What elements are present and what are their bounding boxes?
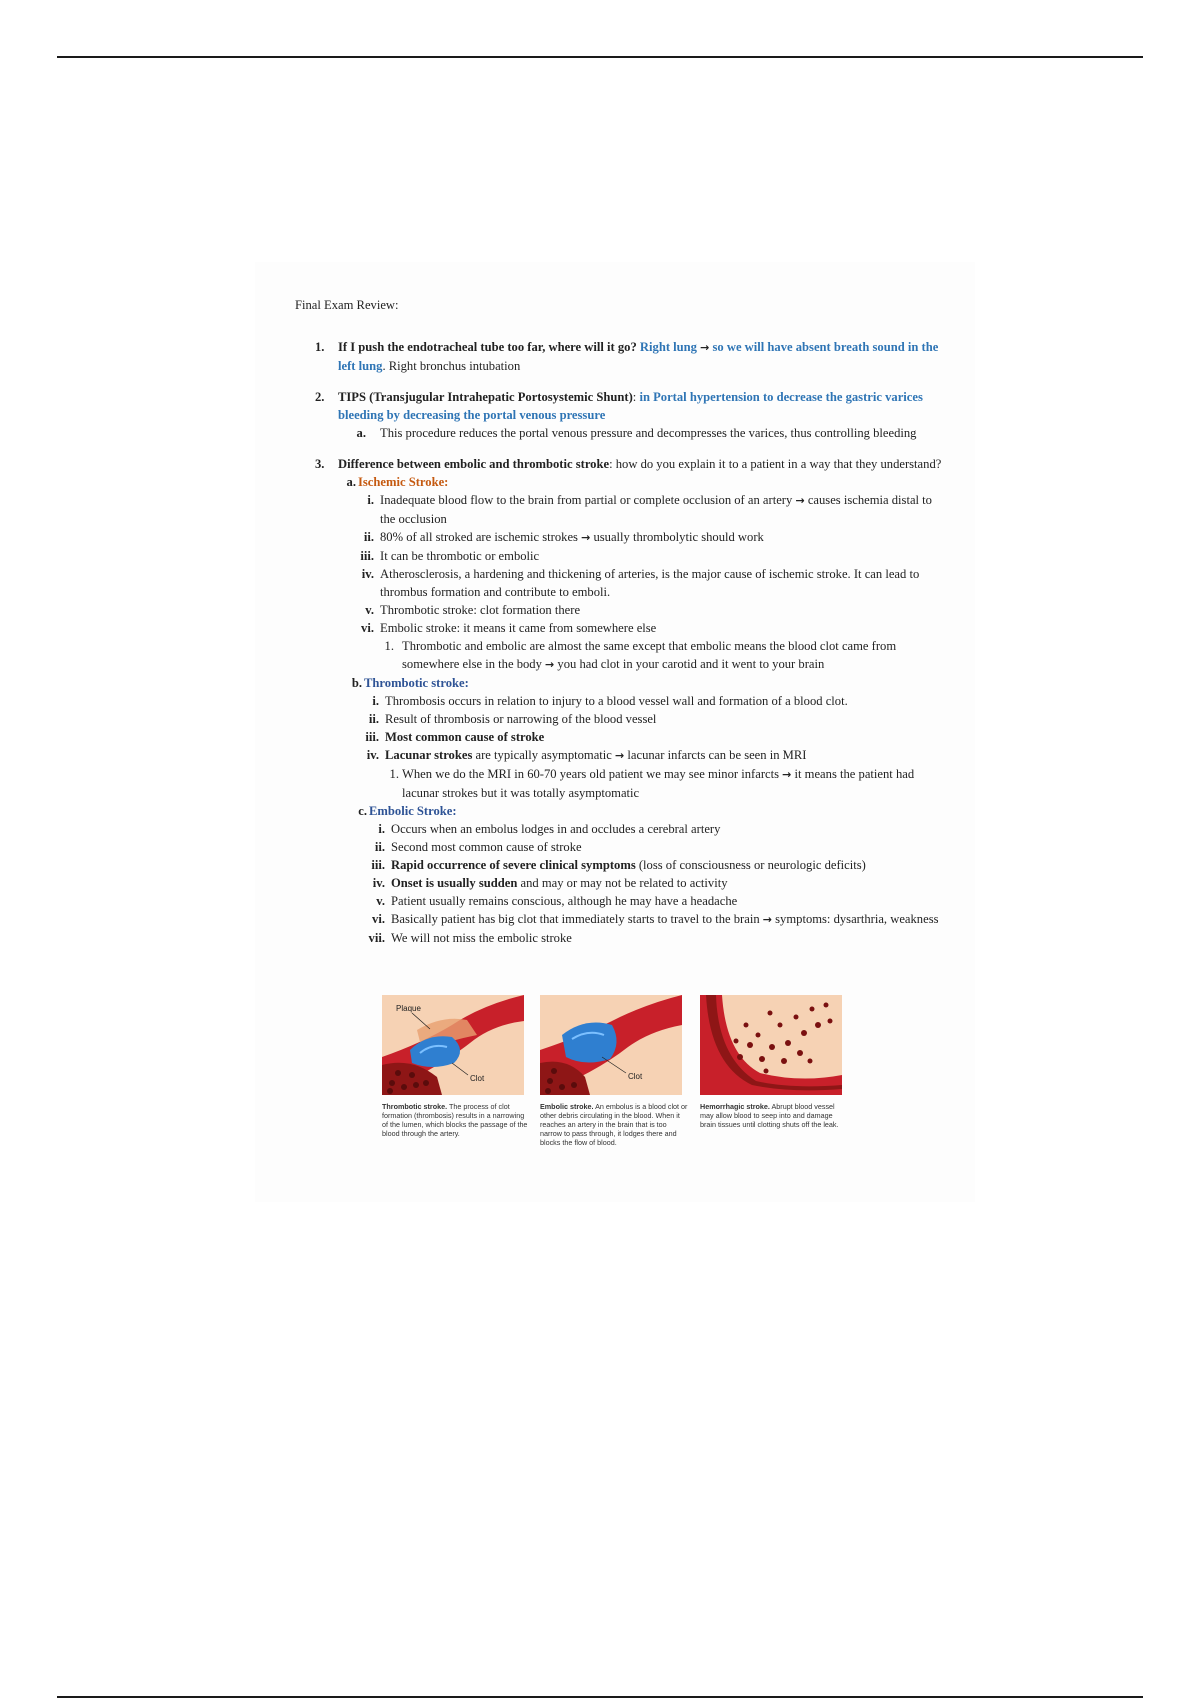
list-item: v. Thrombotic stroke: clot formation there: [365, 603, 581, 617]
list-item: iv. Onset is usually sudden and may or may not be related to activity: [372, 876, 728, 890]
list-item: iii. Most common cause of stroke: [365, 730, 545, 744]
q1-answer-highlight-2: so we will have absent breath sound in the left lung: [338, 340, 939, 373]
embolic-stroke-illustration: [540, 995, 682, 1095]
stroke-illustrations: [382, 995, 862, 1095]
doc-title: Final Exam Review:: [295, 298, 399, 312]
ischemic-label: a.: [346, 475, 356, 489]
q2-sub-a-label: a.: [356, 426, 366, 440]
hemorrhagic-caption: Hemorrhagic stroke. Abrupt blood vessel may allow blood to seep into and damage brain tissues until clotting shuts off the leak.: [700, 1102, 839, 1129]
q1-answer-rest: . Right bronchus intubation: [382, 359, 521, 373]
thrombotic-title: Thrombotic stroke:: [364, 676, 469, 690]
arrow-icon: →: [581, 531, 591, 544]
list-subitem: 1. When we do the MRI in 60-70 years old patient we may see minor infarcts → it means the patient had lacunar strokes but it was totally asymptomatic: [389, 767, 915, 800]
arrow-icon: →: [700, 341, 710, 354]
q2-colon: :: [632, 390, 637, 404]
q3-number: 3.: [315, 457, 325, 471]
thrombotic-caption: Thrombotic stroke. The process of clot formation (thrombosis) results in a narrowing of the lumen, which blocks the passage of the blood through the artery.: [382, 1102, 528, 1138]
list-item: vii. We will not miss the embolic stroke: [368, 931, 572, 945]
embolic-caption: Embolic stroke. An embolus is a blood clot or other debris circulating in the blood. When it reaches an artery in the brain that is too narrow to pass through, it lodges there and blocks the flow of blood.: [540, 1102, 688, 1147]
footer-rule: [57, 1696, 1143, 1698]
q1-question: If I push the endotracheal tube too far, where will it go?: [338, 340, 637, 354]
thrombotic-list: [338, 692, 945, 802]
list-item: i. Thrombosis occurs in relation to injury to a blood vessel wall and formation of a blood clot.: [372, 694, 848, 708]
list-item: ii. Second most common cause of stroke: [374, 840, 582, 854]
question-3: [295, 455, 945, 947]
arrow-icon: →: [545, 658, 555, 671]
thrombotic-section: [338, 674, 945, 692]
list-item: i. Occurs when an embolus lodges in and occludes a cerebral artery: [378, 822, 721, 836]
document-body: [295, 296, 945, 960]
list-item: iii. It can be thrombotic or embolic: [360, 549, 540, 563]
q2-question: TIPS (Transjugular Intrahepatic Portosystemic Shunt): [338, 390, 633, 404]
list-item: i. Inadequate blood flow to the brain from partial or complete occlusion of an artery → causes ischemia distal to the occlusion: [367, 493, 932, 526]
list-item: vi. Embolic stroke: it means it came from somewhere else: [361, 621, 657, 635]
list-item: ii. Result of thrombosis or narrowing of the blood vessel: [368, 712, 657, 726]
list-item: iii. Rapid occurrence of severe clinical symptoms (loss of consciousness or neurologic deficits): [371, 858, 866, 872]
q2-sub-a-text: This procedure reduces the portal venous pressure and decompresses the varices, thus controlling bleeding: [380, 426, 917, 440]
q2-number: 2.: [315, 390, 325, 404]
plaque-label: Plaque: [396, 1004, 421, 1013]
clot-label: Clot: [628, 1072, 643, 1081]
question-2: [295, 388, 945, 442]
embolic-title: Embolic Stroke:: [369, 804, 457, 818]
ischemic-section: [338, 473, 945, 491]
thrombotic-label: b.: [351, 676, 362, 690]
arrow-icon: →: [782, 768, 792, 781]
clot-label: Clot: [470, 1074, 485, 1083]
list-item: v. Patient usually remains conscious, although he may have a headache: [376, 894, 738, 908]
embolic-list: [338, 820, 945, 947]
q2-sub-a: [338, 424, 945, 442]
q3-question-rest: : how do you explain it to a patient in a way that they understand?: [609, 457, 942, 471]
list-item: vi. Basically patient has big clot that immediately starts to travel to the brain → symptoms: dysarthria, weakness: [372, 912, 939, 926]
ischemic-list: [338, 491, 945, 674]
arrow-icon: →: [615, 749, 625, 762]
q2-answer-highlight: in Portal hypertension to decrease the gastric varices bleeding by decreasing the portal venous pressure: [338, 390, 923, 422]
q1-answer-highlight-1: Right lung: [639, 340, 697, 354]
q3-question: Difference between embolic and thrombotic stroke: [338, 457, 610, 471]
question-1: [295, 338, 945, 375]
q1-number: 1.: [315, 340, 325, 354]
embolic-label: c.: [358, 804, 367, 818]
list-item: iv. Lacunar strokes are typically asymptomatic → lacunar infarcts can be seen in MRI: [366, 748, 807, 762]
thrombotic-stroke-illustration: [382, 995, 524, 1095]
hemorrhagic-stroke-illustration: [700, 995, 842, 1095]
arrow-icon: →: [795, 494, 805, 507]
list-subitem: 1. Thrombotic and embolic are almost the same except that embolic means the blood clot came from somewhere else in the body → you had clot in your carotid and it went to your brain: [384, 639, 897, 671]
embolic-section: [338, 802, 945, 820]
ischemic-title: Ischemic Stroke:: [358, 475, 449, 489]
arrow-icon: →: [762, 913, 772, 926]
header-rule: [57, 56, 1143, 58]
list-item: ii. 80% of all stroked are ischemic strokes → usually thrombolytic should work: [363, 530, 764, 544]
list-item: iv. Atherosclerosis, a hardening and thickening of arteries, is the major cause of ischemic stroke. It can lead to thrombus formation and contribute to emboli.: [361, 567, 920, 599]
